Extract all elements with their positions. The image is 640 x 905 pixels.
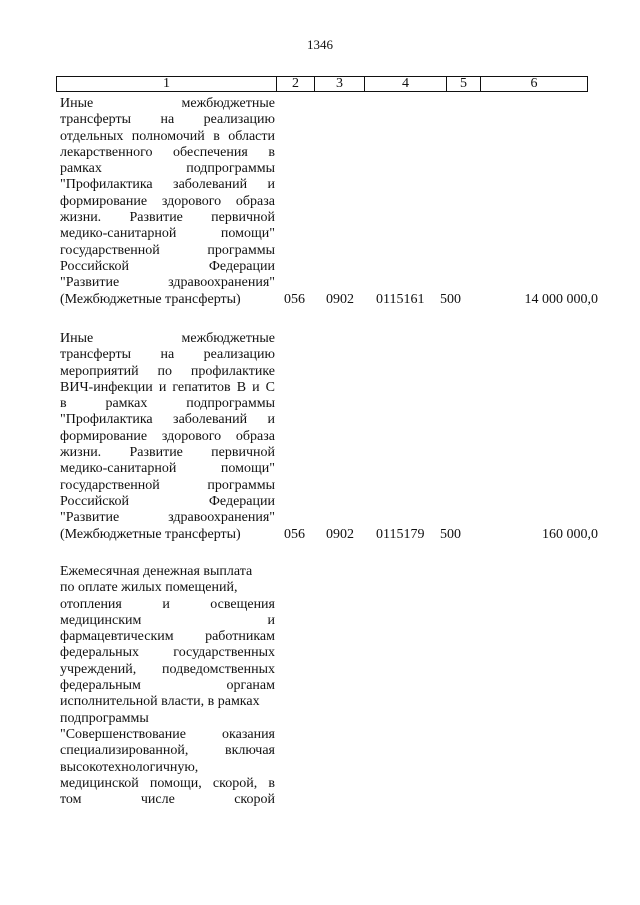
description-line: отдельных полномочий в области — [60, 128, 275, 144]
description-line: (Межбюджетные трансферты) — [60, 526, 241, 542]
description-line: федеральным органам — [60, 678, 275, 694]
description-line: государственной программы — [60, 477, 275, 493]
row-description — [60, 96, 275, 308]
row-description — [60, 331, 275, 543]
description-line: том числе скорой — [60, 792, 275, 808]
description-line: (Межбюджетные трансферты) — [60, 291, 241, 307]
description-line: "Развитие здравоохранения" — [60, 275, 275, 291]
description-line: ВИЧ-инфекции и гепатитов В и С — [60, 379, 275, 395]
ministry-code: 056 — [284, 291, 305, 307]
description-line: в рамках подпрограммы — [60, 396, 275, 412]
description-line: фармацевтическим работникам — [60, 629, 275, 645]
description-line: медицинским и — [60, 612, 275, 628]
description-line: мероприятий по профилактике — [60, 363, 275, 379]
header-col-5: 5 — [447, 77, 481, 91]
description-line: Ежемесячная денежная выплата — [60, 564, 253, 579]
description-line: рамках подпрограммы — [60, 161, 275, 177]
description-line: специализированной, включая — [60, 743, 275, 759]
description-line: трансферты на реализацию — [60, 347, 275, 363]
description-line: "Развитие здравоохранения" — [60, 510, 275, 526]
description-line: учреждений, подведомственных — [60, 661, 275, 677]
description-line: исполнительной власти, в рамках — [60, 694, 260, 710]
page-number: 1346 — [307, 37, 333, 52]
target-code: 0115179 — [376, 526, 425, 542]
table-row — [60, 96, 598, 308]
header-col-6: 6 — [530, 76, 538, 91]
amount: 160 000,0 — [542, 526, 598, 542]
table-header — [56, 76, 588, 92]
expense-type-code: 500 — [440, 291, 461, 307]
description-line: формирование здорового образа — [60, 428, 275, 444]
row-description — [60, 564, 275, 808]
table-row — [60, 331, 598, 543]
row-values — [60, 526, 598, 543]
section-code: 0902 — [326, 526, 354, 542]
row-values — [60, 291, 598, 308]
description-line: по оплате жилых помещений, — [60, 580, 238, 596]
description-line: формирование здорового образа — [60, 193, 275, 209]
description-line: "Профилактика заболеваний и — [60, 177, 275, 193]
table-row — [60, 564, 592, 808]
target-code: 0115161 — [376, 291, 425, 307]
description-line: "Профилактика заболеваний и — [60, 412, 275, 428]
description-line: Иные межбюджетные — [60, 96, 275, 111]
description-line: Иные межбюджетные — [60, 331, 275, 346]
description-line: лекарственного обеспечения в — [60, 144, 275, 160]
section-code: 0902 — [326, 291, 354, 307]
description-line: медицинской помощи, скорой, в — [60, 775, 275, 791]
expense-type-code: 500 — [440, 526, 461, 542]
description-line: Российской Федерации — [60, 258, 275, 274]
description-line: высокотехнологичную, — [60, 759, 199, 775]
description-line: жизни. Развитие первичной — [60, 445, 275, 461]
description-line: федеральных государственных — [60, 645, 275, 661]
header-col-3: 3 — [315, 77, 365, 91]
header-col-2: 2 — [277, 77, 315, 91]
description-line: подпрограммы — [60, 710, 149, 726]
description-line: "Совершенствование оказания — [60, 726, 275, 742]
description-line: медико-санитарной помощи" — [60, 461, 275, 477]
description-line: государственной программы — [60, 242, 275, 258]
header-col-4: 4 — [365, 77, 447, 91]
header-col-1: 1 — [57, 77, 277, 91]
description-line: отопления и освещения — [60, 596, 275, 612]
description-line: жизни. Развитие первичной — [60, 210, 275, 226]
description-line: медико-санитарной помощи" — [60, 226, 275, 242]
description-line: Российской Федерации — [60, 493, 275, 509]
description-line: трансферты на реализацию — [60, 112, 275, 128]
amount: 14 000 000,0 — [524, 291, 598, 307]
ministry-code: 056 — [284, 526, 305, 542]
